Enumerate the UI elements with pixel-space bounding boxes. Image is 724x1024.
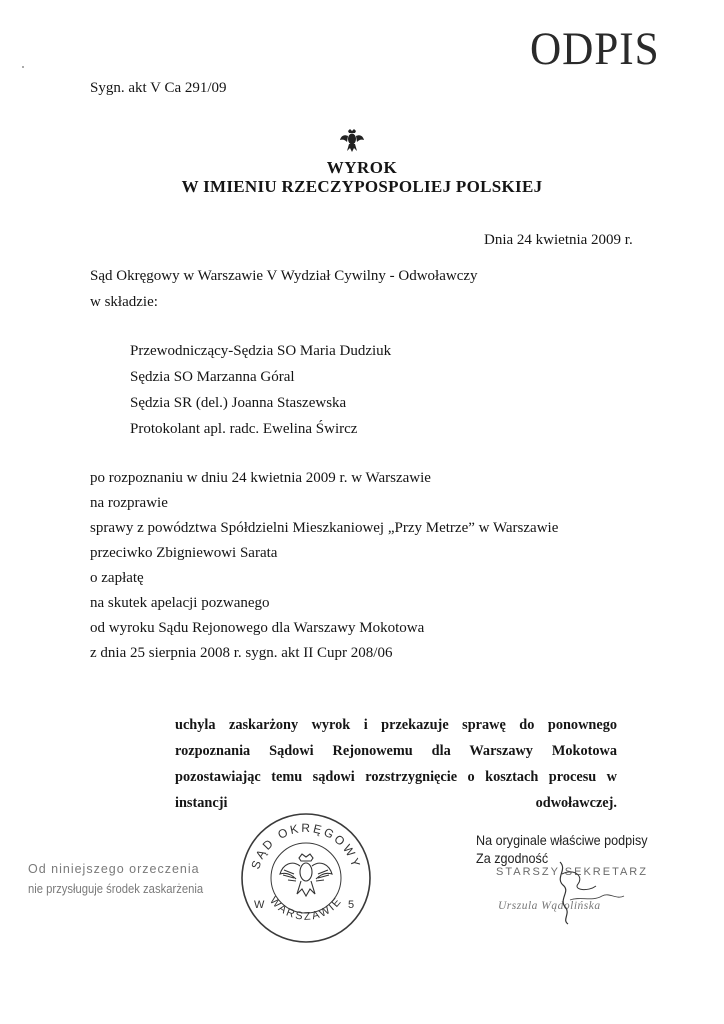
seal-top-text: SĄD OKRĘGOWY [248,820,364,871]
proceedings-line: na skutek apelacji pozwanego [90,595,270,611]
scan-speck [22,66,24,68]
svg-text:WARSZAWIE [267,895,345,923]
judgment-date: Dnia 24 kwietnia 2009 r. [484,232,633,248]
copy-stamp: ODPIS [530,23,660,75]
eagle-emblem-icon [339,128,365,154]
conformity-note: Za zgodność [476,850,549,866]
secretary-title-stamp: STARSZY SEKRETARZ [496,866,648,878]
case-signature: Sygn. akt V Ca 291/09 [90,80,227,96]
document-title: WYROK [326,158,398,177]
seal-eagle-icon [280,854,332,896]
panel-intro: w składzie: [90,294,158,310]
handwritten-signature [540,856,630,926]
proceedings-line: od wyroku Sądu Rejonowego dla Warszawy Mokotowa [90,620,425,636]
court-name: Sąd Okręgowy w Warszawie V Wydział Cywilny - Odwoławczy [90,268,478,284]
proceedings-line: sprawy z powództwa Spółdzielni Mieszkaniowej „Przy Metrze” w Warszawie [90,520,559,536]
court-reporter: Protokolant apl. radc. Ewelina Śwircz [130,421,358,437]
judge-2: Sędzia SR (del.) Joanna Staszewska [130,395,347,411]
seal-number: 5 [348,899,355,911]
judge-1: Sędzia SO Marzanna Góral [130,369,295,385]
document-subtitle: W IMIENIU RZECZYPOSPOLIEJ POLSKIEJ [181,177,543,196]
proceedings-line: przeciwko Zbigniewowi Sarata [90,545,278,561]
seal-bottom-text: WARSZAWIE [267,894,345,923]
court-seal-stamp [236,808,376,948]
presiding-judge: Przewodniczący-Sędzia SO Maria Dudziuk [130,343,392,359]
certification-note: Na oryginale właściwe podpisy [476,832,648,848]
proceedings-line: z dnia 25 sierpnia 2008 r. sygn. akt II Cupr 208/06 [90,645,393,661]
proceedings-line: po rozpoznaniu w dniu 24 kwietnia 2009 r. w Warszawie [90,470,431,486]
decision-text: uchyla zaskarżony wyrok i przekazuje sprawę do ponownego rozpoznania Sądowi Rejonowemu dla Warszawy Mokotowa pozostawiając temu sądowi rozstrzygnięcie o kosztach procesu w instancji odwoławczej. [175,717,617,811]
appeal-note-line2: nie przysługuje środek zaskarżenia [28,882,204,896]
appeal-note-line1: Od niniejszego orzeczenia [28,862,200,876]
proceedings-line: o zapłatę [90,570,144,586]
secretary-name-stamp: Urszula Wądolińska [498,900,601,912]
proceedings-line: na rozprawie [90,495,168,511]
seal-letter-w: W [254,899,265,911]
